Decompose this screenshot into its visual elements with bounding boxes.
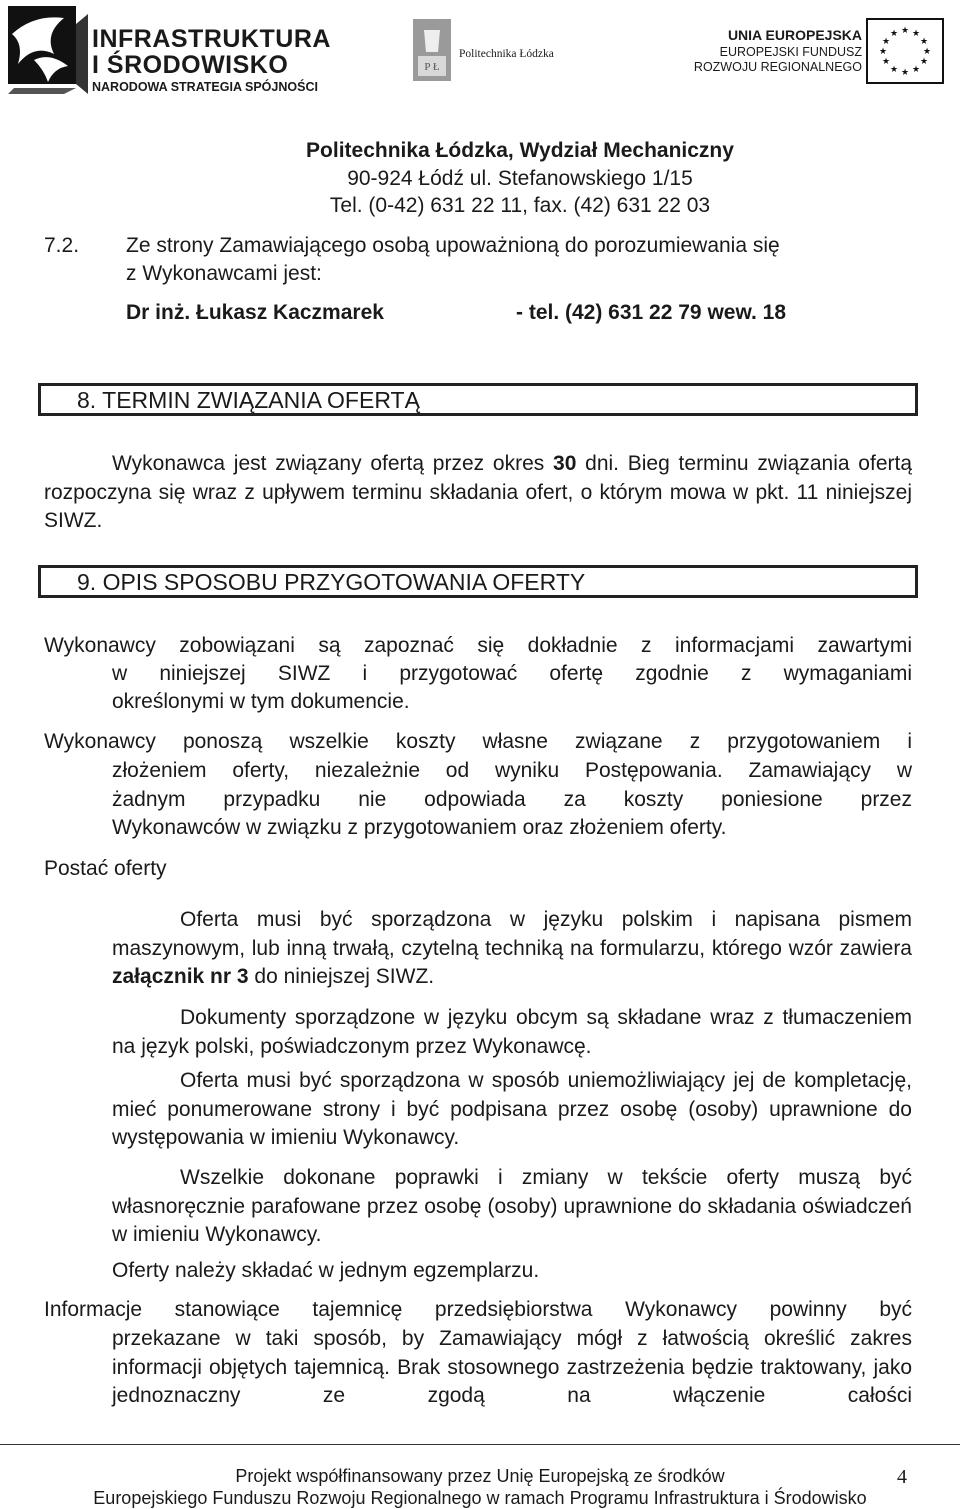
svg-text:★: ★ [889, 29, 899, 39]
svg-text:★: ★ [911, 65, 921, 75]
section-9-heading: 9. OPIS SPOSOBU PRZYGOTOWANIA OFERTY [38, 565, 918, 598]
eu-logo [676, 18, 944, 84]
svg-text:★: ★ [900, 26, 910, 36]
s9-p2-line4: Wykonawców w związku z przygotowaniem oraz złożeniem oferty. [112, 816, 727, 839]
offer-form-label: Postać oferty [44, 857, 167, 880]
svg-text:★: ★ [878, 47, 888, 57]
offer-form-paragraph-4: Wszelkie dokonane poprawki i zmiany w tekście oferty muszą być własnoręcznie parafowane przez osobę (osoby) uprawnione do składania oświadczeń w imieniu Wykonawcy. [112, 1166, 912, 1246]
f1-text-end: do niniejszej SIWZ. [248, 965, 435, 988]
institution-phone: Tel. (0-42) 631 22 11, fax. (42) 631 22 03 [329, 194, 711, 217]
s9-p2-line3: żadnym przypadku nie odpowiada za koszty poniesione przez [112, 788, 912, 811]
footer-divider [0, 1444, 960, 1445]
svg-text:★: ★ [919, 57, 929, 67]
footer-line2: Europejskiego Funduszu Rozwoju Regionalnego w ramach Programu Infrastruktura i Środowisko [93, 1488, 867, 1508]
svg-text:★: ★ [911, 29, 921, 39]
contact-phone: - tel. (42) 631 22 79 wew. 18 [516, 301, 787, 324]
svg-text:★: ★ [881, 37, 891, 47]
svg-text:★: ★ [919, 37, 929, 47]
offer-form-paragraph-5: Oferty należy składać w jednym egzemplarzu. [112, 1259, 540, 1282]
s9-p2-line1: Wykonawcy ponoszą wszelkie koszty własne związane z przygotowaniem i [44, 730, 912, 753]
s9-p2-line2: złożeniem oferty, niezależnie od wyniku Postępowania. Zamawiający w [112, 759, 912, 782]
infrastruktura-logo [4, 4, 331, 94]
contact-name: Dr inż. Łukasz Kaczmarek [126, 301, 384, 324]
section-8-days: 30 [553, 452, 577, 475]
attachment-reference: załącznik nr 3 [112, 965, 249, 988]
logo-left-line2: I ŚRODOWISKO [92, 51, 289, 79]
confidential-info-rest: przekazane w taki sposób, by Zamawiający mógł z łatwością określić zakres informacji objętych tajemnicą. Brak stosownego zastrzeżenia będzie traktowany, jako jednoznaczny ze zgodą na włączenie całości [112, 1327, 912, 1407]
institution-address: 90-924 Łódź ul. Stefanowskiego 1/15 [347, 167, 693, 190]
footer-line1: Projekt współfinansowany przez Unię Europejską ze środków [235, 1466, 725, 1486]
svg-text:★: ★ [881, 57, 891, 67]
eu-logo-line1: UNIA EUROPEJSKA [727, 27, 862, 43]
eu-logo-line3: ROZWOJU REGIONALNEGO [693, 60, 862, 74]
s9-p1-line1: Wykonawcy zobowiązani są zapoznać się dokładnie z informacjami zawartymi [44, 634, 912, 657]
svg-text:★: ★ [889, 65, 899, 75]
logo-left-line1: INFRASTRUKTURA [92, 25, 331, 53]
section-7-2-number: 7.2. [44, 234, 80, 257]
offer-form-paragraph-1 [112, 906, 912, 992]
politechnika-logo-text: Politechnika Łódzka [459, 48, 554, 60]
eu-flag-icon [866, 18, 944, 84]
offer-form-paragraph-3: Oferta musi być sporządzona w sposób uniemożliwiający jej de kompletację, mieć ponumerowane strony i być podpisana przez osobę (osoby) uprawnione do występowania w imieniu Wykonawcy. [112, 1069, 912, 1149]
institution-name: Politechnika Łódzka, Wydział Mechaniczny [306, 139, 734, 162]
s9-p1-line3: określonymi w tym dokumencie. [112, 690, 410, 713]
offer-form-paragraph-2: Dokumenty sporządzone w języku obcym są składane wraz z tłumaczeniem na język polski, poświadczonym przez Wykonawcę. [112, 1006, 912, 1058]
section-7-2-line1: Ze strony Zamawiającego osobą upoważnioną do porozumiewania się [126, 234, 780, 257]
section-8-heading: 8. TERMIN ZWIĄZANIA OFERTĄ [38, 383, 918, 416]
s9-p1-line2: w niniejszej SIWZ i przygotować ofertę zgodnie z wymaganiami [112, 662, 912, 685]
section-7-2-line2: z Wykonawcami jest: [126, 262, 322, 285]
university-crest-icon [412, 18, 452, 82]
confidential-info-line1: Informacje stanowiące tajemnicę przedsiębiorstwa Wykonawcy powinny być [44, 1298, 912, 1321]
section-8-text-start: Wykonawca jest związany ofertą przez okres [112, 452, 554, 475]
section-8-paragraph [44, 450, 912, 536]
logo-left-line3: NARODOWA STRATEGIA SPÓJNOŚCI [92, 80, 318, 94]
eu-logo-line2: EUROPEJSKI FUNDUSZ [719, 45, 862, 59]
f1-text-start: Oferta musi być sporządzona w języku polskim i napisana pismem maszynowym, lub inną trwałą, czytelną techniką na formularzu, którego wzór zawiera [112, 908, 912, 960]
svg-text:P Ł: P Ł [424, 61, 440, 73]
page-number: 4 [897, 1466, 907, 1488]
svg-text:★: ★ [922, 47, 932, 57]
svg-text:★: ★ [900, 68, 910, 78]
section-8-text-end: dni. Bieg terminu związania ofertą rozpoczyna się wraz z upływem terminu składania ofert, o którym mowa w pkt. 11 niniejszej SIWZ. [44, 452, 913, 532]
politechnika-logo [412, 18, 572, 84]
